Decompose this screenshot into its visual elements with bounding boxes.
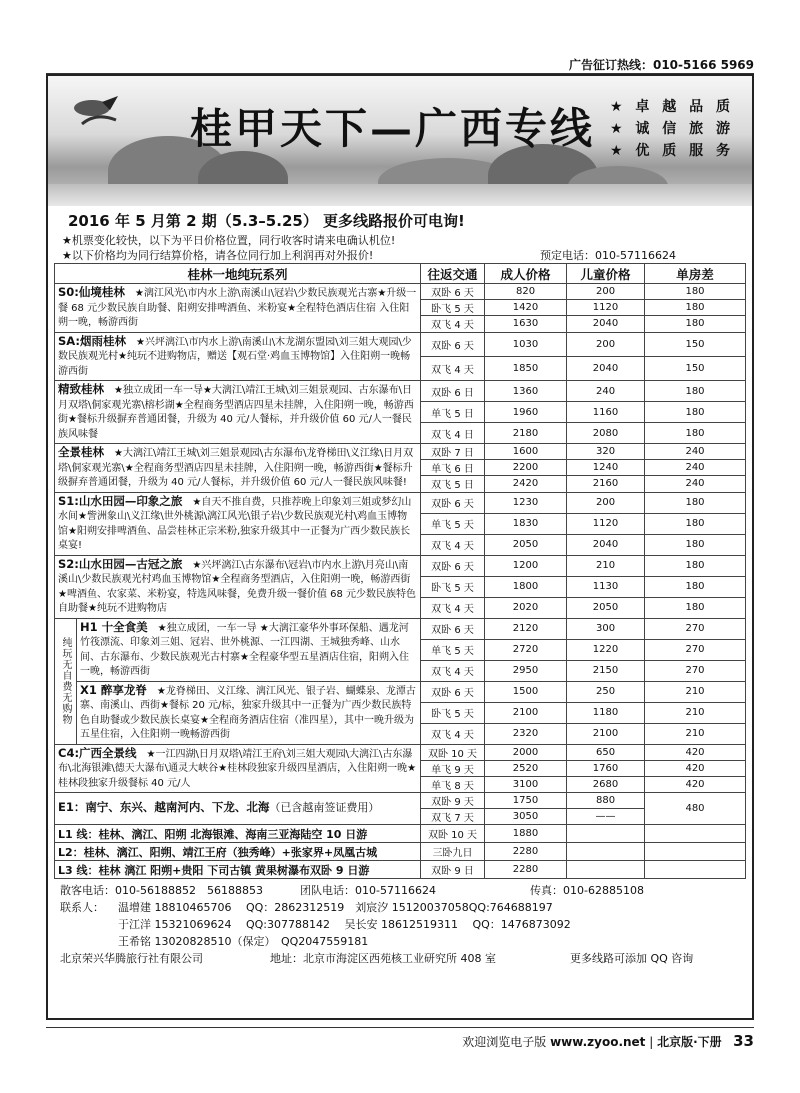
price-cell: 200 [567, 332, 645, 356]
price-cell: 1800 [485, 576, 567, 597]
price-cell: 180 [645, 381, 746, 402]
price-cell: 1180 [567, 702, 645, 723]
page-number: 33 [733, 1032, 754, 1050]
price-cell: 双飞 4 天 [421, 597, 485, 618]
price-cell: 双飞 4 天 [421, 316, 485, 332]
route-description [55, 444, 421, 493]
col-header-adult: 成人价格 [485, 264, 567, 284]
price-cell: 1160 [567, 402, 645, 423]
price-cell: 双卧 10 天 [421, 825, 485, 843]
price-cell: 420 [645, 744, 746, 760]
price-cell: 150 [645, 356, 746, 380]
table-row [55, 492, 746, 513]
price-cell: 2100 [567, 723, 645, 744]
route-details: ★大漓江\靖江王城\刘三姐景观园\古东瀑布\龙脊梯田\义江缘\日月双塔\侗家观光寨\★全程商务型酒店四星未挂牌，入住阳朔一晚，畅游西街★餐标升级摒弃普通团餐，升级为 40 元/人餐标，并升级价值 60 元/人一餐民族风味餐! [58, 448, 414, 488]
slogan-service: ★ 优 质 服 务 [609, 143, 734, 159]
price-cell: 双飞 4 天 [421, 356, 485, 380]
price-cell: 240 [645, 444, 746, 460]
price-cell: 双飞 4 天 [421, 660, 485, 681]
price-cell: 180 [645, 597, 746, 618]
price-cell: 2080 [567, 423, 645, 444]
price-cell: 三卧九日 [421, 843, 485, 861]
price-cell: 1960 [485, 402, 567, 423]
price-cell: 卧飞 5 天 [421, 702, 485, 723]
banner-title: 桂甲天下—广西专线 [190, 104, 596, 153]
table-row [55, 555, 746, 576]
price-cell: 1880 [485, 825, 567, 843]
price-cell: 1220 [567, 639, 645, 660]
col-header-transport: 往返交通 [421, 264, 485, 284]
route-description [55, 381, 421, 444]
booking-phone: 预定电话：010-57116624 [540, 249, 676, 262]
price-cell: 210 [645, 681, 746, 702]
price-cell: 双卧 6 日 [421, 381, 485, 402]
price-cell: 双卧 6 天 [421, 332, 485, 356]
route-name: X1 醉享龙脊 [80, 682, 147, 697]
table-row [55, 861, 746, 879]
price-cell: 双飞 5 日 [421, 476, 485, 492]
price-cell: 180 [645, 513, 746, 534]
price-cell: 2520 [485, 760, 567, 776]
price-cell: 2280 [485, 861, 567, 879]
contact-people-2: 于江洋 15321069624 QQ:307788142 吴长安 18612519311 QQ：1476873092 [118, 918, 571, 931]
route-name: SA:烟雨桂林 [58, 333, 126, 348]
price-cell: 1120 [567, 300, 645, 316]
price-cell: 单飞 9 天 [421, 760, 485, 776]
table-row [55, 618, 746, 639]
price-cell: 双飞 4 日 [421, 423, 485, 444]
price-cell: 单飞 5 日 [421, 402, 485, 423]
table-row [55, 681, 746, 702]
price-cell: 双卧 6 天 [421, 555, 485, 576]
ad-hotline: 广告征订热线：010-5166 5969 [568, 58, 754, 72]
ad-frame [46, 74, 754, 1020]
company-row: 北京荣兴华腾旅行社有限公司 地址：北京市海淀区西苑核工业研究所 408 室 更多线路可添加 QQ 咨询 [60, 952, 694, 965]
col-header-child: 儿童价格 [567, 264, 645, 284]
price-cell: 双卧 6 天 [421, 618, 485, 639]
route-name: S1:山水田园—印象之旅 [58, 493, 183, 508]
price-cell: 650 [567, 744, 645, 760]
price-cell: 2040 [567, 316, 645, 332]
price-cell: 2120 [485, 618, 567, 639]
table-row [55, 381, 746, 402]
price-cell: 2160 [567, 476, 645, 492]
route-name: L3 线：桂林 漓江 阳朔+贵阳 下司古镇 黄果树瀑布双卧 9 日游 [55, 861, 421, 879]
contact-phones: 散客电话：010-56188852 56188853 团队电话：010-57116624 传真：010-62885108 [60, 884, 644, 897]
price-cell: 2320 [485, 723, 567, 744]
price-cell: 2720 [485, 639, 567, 660]
price-cell: 270 [645, 639, 746, 660]
table-row [55, 332, 746, 356]
price-cell: 2000 [485, 744, 567, 760]
route-details: ★一江四湖\日月双塔\靖江王府\刘三姐大观园\大漓江\古东瀑布\北海银滩\德天大瀑布\通灵大峡谷★桂林段独家升级四星酒店，入住阳朔一晚★桂林段独家升级餐标 40 元/人 [58, 748, 417, 789]
price-cell: 1030 [485, 332, 567, 356]
route-description [55, 793, 421, 825]
price-cell: 双飞 4 天 [421, 723, 485, 744]
price-cell: 3050 [485, 809, 567, 825]
slogan-trust: ★ 诚 信 旅 游 [609, 121, 734, 137]
price-cell: 1360 [485, 381, 567, 402]
price-cell: 1130 [567, 576, 645, 597]
price-cell: 180 [645, 316, 746, 332]
price-cell: 2150 [567, 660, 645, 681]
price-cell: 单飞 5 天 [421, 513, 485, 534]
price-cell: 单飞 5 天 [421, 639, 485, 660]
contact-people-3: 王希铭 13020828510（保定） QQ2047559181 [118, 935, 369, 948]
route-name: S2:山水田园—古冠之旅 [58, 556, 183, 571]
slogan-list [610, 96, 734, 162]
col-header-single: 单房差 [645, 264, 746, 284]
price-cell: —— [567, 809, 645, 825]
price-cell: 300 [567, 618, 645, 639]
price-cell: 180 [645, 576, 746, 597]
route-name: S0:仙境桂林 [58, 285, 125, 299]
route-details: ★兴坪漓江\古东瀑布\冠岩\市内水上游\月亮山\南溪山\少数民族观光村鸡血玉博物馆★全程商务型酒店，入住阳朔一晚，畅游西街★啤酒鱼、农家菜、米粉宴，特选风味餐，免费升级一餐价值 68 元少数民族特色自助餐★纯玩不进购物店 [58, 559, 417, 614]
route-name: L1 线：桂林、漓江、阳朔 北海银滩、海南三亚海陆空 10 日游 [55, 825, 421, 843]
price-cell [645, 861, 746, 879]
route-description [55, 744, 421, 793]
table-row [55, 744, 746, 760]
price-cell: 250 [567, 681, 645, 702]
route-note: （已含越南签证费用） [269, 801, 380, 815]
price-cell: 2040 [567, 356, 645, 380]
price-cell: 270 [645, 660, 746, 681]
price-cell: 3100 [485, 776, 567, 792]
price-cell: 2040 [567, 534, 645, 555]
price-cell [645, 825, 746, 843]
price-cell: 2100 [485, 702, 567, 723]
price-cell: 2950 [485, 660, 567, 681]
price-cell: 双卧 6 天 [421, 284, 485, 300]
route-name: E1：南宁、东兴、越南河内、下龙、北海 [58, 800, 270, 815]
route-name: 精致桂林 [58, 382, 104, 396]
price-cell: 2050 [485, 534, 567, 555]
table-row [55, 843, 746, 861]
price-cell: 2180 [485, 423, 567, 444]
banner [48, 76, 752, 206]
price-cell: 180 [645, 555, 746, 576]
price-cell: 卧飞 5 天 [421, 576, 485, 597]
route-description [77, 618, 421, 681]
route-name: C4:广西全景线 [58, 745, 137, 760]
price-cell: 双卧 9 天 [421, 793, 485, 809]
price-cell: 1850 [485, 356, 567, 380]
route-details: ★兴坪漓江\市内水上游\南溪山\木龙湖东盟园\刘三姐大观园\少数民族观光村★纯玩不进购物店，赠送【观石堂·鸡血玉博物馆】入住阳朔一晚畅游西街 [58, 336, 412, 377]
price-cell: 240 [645, 460, 746, 476]
price-cell: 2200 [485, 460, 567, 476]
route-details: ★龙脊梯田、义江缘、漓江风光、银子岩、蝴蝶泉、龙潭古寨、南溪山、西街★餐标 20 元/标，独家升级其中一正餐为广西少数民族特色自助餐或少数民族长桌宴★全程商务酒店住宿（准四星），其中一晚升级为五星住宿，入住阳朔一晚畅游西街 [80, 685, 416, 740]
route-name: 全景桂林 [58, 445, 104, 459]
price-cell: 270 [645, 618, 746, 639]
contact-block [54, 879, 746, 967]
price-cell: 420 [645, 776, 746, 792]
price-cell: 320 [567, 444, 645, 460]
river-shape [48, 184, 752, 206]
slogan-quality: ★ 卓 越 品 质 [609, 99, 734, 115]
route-description [55, 284, 421, 333]
price-cell: 150 [645, 332, 746, 356]
price-cell: 1200 [485, 555, 567, 576]
price-cell [645, 843, 746, 861]
price-cell: 2020 [485, 597, 567, 618]
route-description [55, 332, 421, 381]
price-cell: 双卧 10 天 [421, 744, 485, 760]
price-cell: 双卧 6 天 [421, 492, 485, 513]
price-cell: 1120 [567, 513, 645, 534]
price-cell: 2050 [567, 597, 645, 618]
price-cell: 双卧 7 日 [421, 444, 485, 460]
price-cell: 210 [645, 702, 746, 723]
price-cell: 210 [645, 723, 746, 744]
price-cell: 180 [645, 492, 746, 513]
route-description [55, 492, 421, 555]
note-1: ★机票变化较快，以下为平日价格位置，同行收客时请来电确认机位! [62, 234, 396, 247]
no-shopping-label: 纯玩无自费无购物 [55, 618, 77, 744]
price-table [54, 263, 746, 879]
price-cell: 2680 [567, 776, 645, 792]
price-cell: 1230 [485, 492, 567, 513]
price-cell: 1760 [567, 760, 645, 776]
table-row [55, 444, 746, 460]
price-cell [567, 861, 645, 879]
notes [54, 233, 746, 263]
price-cell: 双飞 4 天 [421, 534, 485, 555]
price-cell: 1240 [567, 460, 645, 476]
price-cell: 卧飞 5 天 [421, 300, 485, 316]
price-cell: 180 [645, 402, 746, 423]
price-cell: 单飞 8 天 [421, 776, 485, 792]
route-name: H1 十全食美 [80, 619, 148, 634]
price-cell: 180 [645, 534, 746, 555]
price-cell: 2420 [485, 476, 567, 492]
price-cell: 1420 [485, 300, 567, 316]
price-cell: 2280 [485, 843, 567, 861]
price-cell: 双卧 6 天 [421, 681, 485, 702]
price-cell: 880 [567, 793, 645, 809]
price-cell: 820 [485, 284, 567, 300]
footer-edition: 北京版·下册 [657, 1035, 722, 1049]
period-heading: 2016 年 5 月第 2 期（5.3–5.25） 更多线路报价可电询! [68, 212, 465, 230]
note-2: ★以下价格均为同行结算价格，请各位同行加上利润再对外报价! [62, 249, 374, 262]
price-cell: 200 [567, 284, 645, 300]
price-cell [567, 843, 645, 861]
route-details: ★漓江风光\市内水上游\南溪山\冠岩\少数民族观光古寨★升级一餐 68 元少数民族自助餐、阳朔安排啤酒鱼、米粉宴★全程特色酒店住宿 入住阳朔一晚，畅游西街 [58, 288, 417, 328]
price-cell: 1750 [485, 793, 567, 809]
route-details: ★独立成团一车一导★大漓江\靖江王城\刘三姐景观园、古东瀑布\日月双塔\侗家观光寨\榕杉湖★全程商务型酒店四星未挂牌，入住阳朔一晚，畅游西街★餐标升级摒弃普通团餐，升级为 40 元/人餐标，并升级价值 60 元/人一餐民族风味餐 [58, 385, 414, 440]
route-name: L2：桂林、漓江、阳朔、靖江王府（独秀峰）+张家界+凤凰古城 [55, 843, 421, 861]
price-cell: 双飞 7 天 [421, 809, 485, 825]
price-cell: 双卧 9 日 [421, 861, 485, 879]
price-cell: 200 [567, 492, 645, 513]
route-details: ★自天不推自费，只推荐晚上印象刘三姐或梦幻山水间★訾洲象山\义江缘\世外桃源\漓江风光\银子岩\少数民族观光村\鸡血玉博物馆★阳朔安排啤酒鱼、品尝桂林正宗米粉,独家升级其中一正餐为广西少数民族长桌宴! [58, 496, 412, 551]
price-cell: 1830 [485, 513, 567, 534]
contact-people-1: 联系人： 温增建 18810465706 QQ：2862312519 刘宸汐 15120037058QQ:764688197 [60, 901, 553, 914]
route-details: ★独立成团，一车一导 ★大漓江豪华外事环保船、遇龙河竹筏漂流、印象刘三姐、冠岩、世外桃源、一江四湖、王城独秀峰、山水间、古东瀑布、少数民族观光古村寨★全程豪华型五星酒店住宿，阳朔入住一晚，畅游西街 [80, 622, 409, 677]
price-cell: 180 [645, 284, 746, 300]
table-header-row [55, 264, 746, 284]
route-description [77, 681, 421, 744]
price-cell: 180 [645, 300, 746, 316]
table-row [55, 284, 746, 300]
price-cell: 480 [645, 793, 746, 825]
table-row [55, 825, 746, 843]
page-footer: 欢迎浏览电子版 www.zyoo.net | 北京版·下册 33 [46, 1027, 754, 1050]
price-cell: 1630 [485, 316, 567, 332]
price-cell: 240 [567, 381, 645, 402]
price-cell [567, 825, 645, 843]
price-cell: 420 [645, 760, 746, 776]
price-cell: 单飞 6 日 [421, 460, 485, 476]
footer-site-link[interactable]: www.zyoo.net [550, 1035, 646, 1049]
table-row [55, 793, 746, 809]
price-cell: 240 [645, 476, 746, 492]
agency-logo-icon [72, 94, 122, 130]
price-content [54, 206, 746, 967]
footer-welcome: 欢迎浏览电子版 [462, 1035, 547, 1049]
price-cell: 180 [645, 423, 746, 444]
price-cell: 1500 [485, 681, 567, 702]
route-description [55, 555, 421, 618]
price-cell: 1600 [485, 444, 567, 460]
price-cell: 210 [567, 555, 645, 576]
col-header-route: 桂林一地纯玩系列 [55, 264, 421, 284]
